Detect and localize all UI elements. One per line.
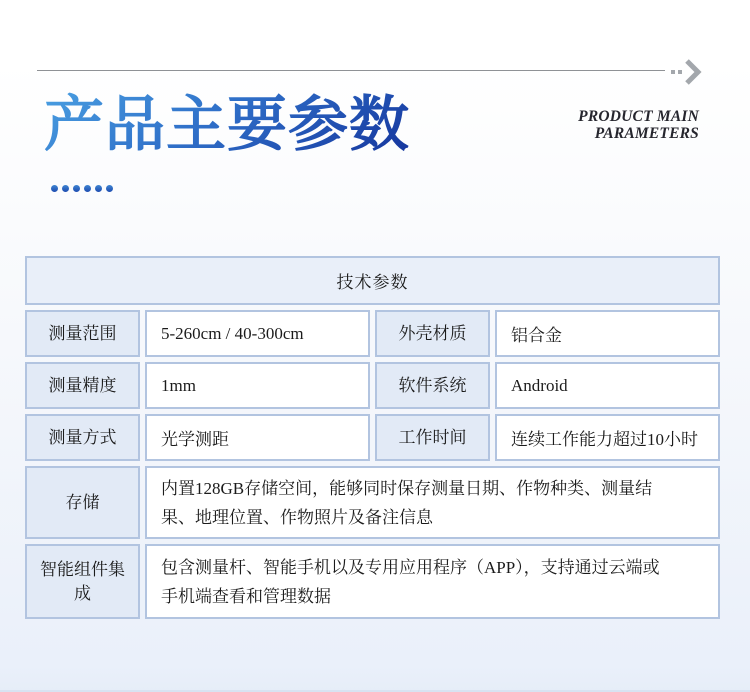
title-decor-dots <box>51 185 113 192</box>
spec-label: 软件系统 <box>375 362 490 409</box>
spec-label: 测量方式 <box>25 414 140 461</box>
spec-value: Android <box>495 362 720 409</box>
spec-value: 连续工作能力超过10小时 <box>495 414 720 461</box>
decor-dot <box>84 185 91 192</box>
spec-table <box>20 251 725 624</box>
table-row <box>25 466 720 539</box>
table-row <box>25 544 720 619</box>
page-subtitle-en-line1: PRODUCT MAIN <box>578 108 699 125</box>
decor-dot <box>106 185 113 192</box>
spec-label: 工作时间 <box>375 414 490 461</box>
table-row <box>25 310 720 357</box>
decor-dot <box>95 185 102 192</box>
page-subtitle-en-line2: PARAMETERS <box>594 125 699 142</box>
table-header-row <box>25 256 720 305</box>
table-row <box>25 414 720 461</box>
page-title: 产品主要参数 <box>44 88 410 162</box>
header-divider-line <box>37 70 665 71</box>
decor-dot <box>73 185 80 192</box>
table-header-cell: 技术参数 <box>25 256 720 305</box>
spec-label: 智能组件集成 <box>25 544 140 619</box>
table-row <box>25 362 720 409</box>
page-subtitle-en <box>578 108 699 142</box>
spec-label: 存储 <box>25 466 140 539</box>
spec-value: 铝合金 <box>495 310 720 357</box>
spec-value: 内置128GB存储空间，能够同时保存测量日期、作物种类、测量结果、地理位置、作物照片及备注信息 <box>145 466 720 539</box>
spec-value: 光学测距 <box>145 414 370 461</box>
double-chevron-right-icon <box>668 58 708 86</box>
spec-value: 5-260cm / 40-300cm <box>145 310 370 357</box>
spec-label: 测量精度 <box>25 362 140 409</box>
spec-value: 包含测量杆、智能手机以及专用应用程序（APP），支持通过云端或手机端查看和管理数据 <box>145 544 720 619</box>
decor-dot <box>51 185 58 192</box>
spec-label: 外壳材质 <box>375 310 490 357</box>
spec-value: 1mm <box>145 362 370 409</box>
decor-dot <box>62 185 69 192</box>
spec-label: 测量范围 <box>25 310 140 357</box>
